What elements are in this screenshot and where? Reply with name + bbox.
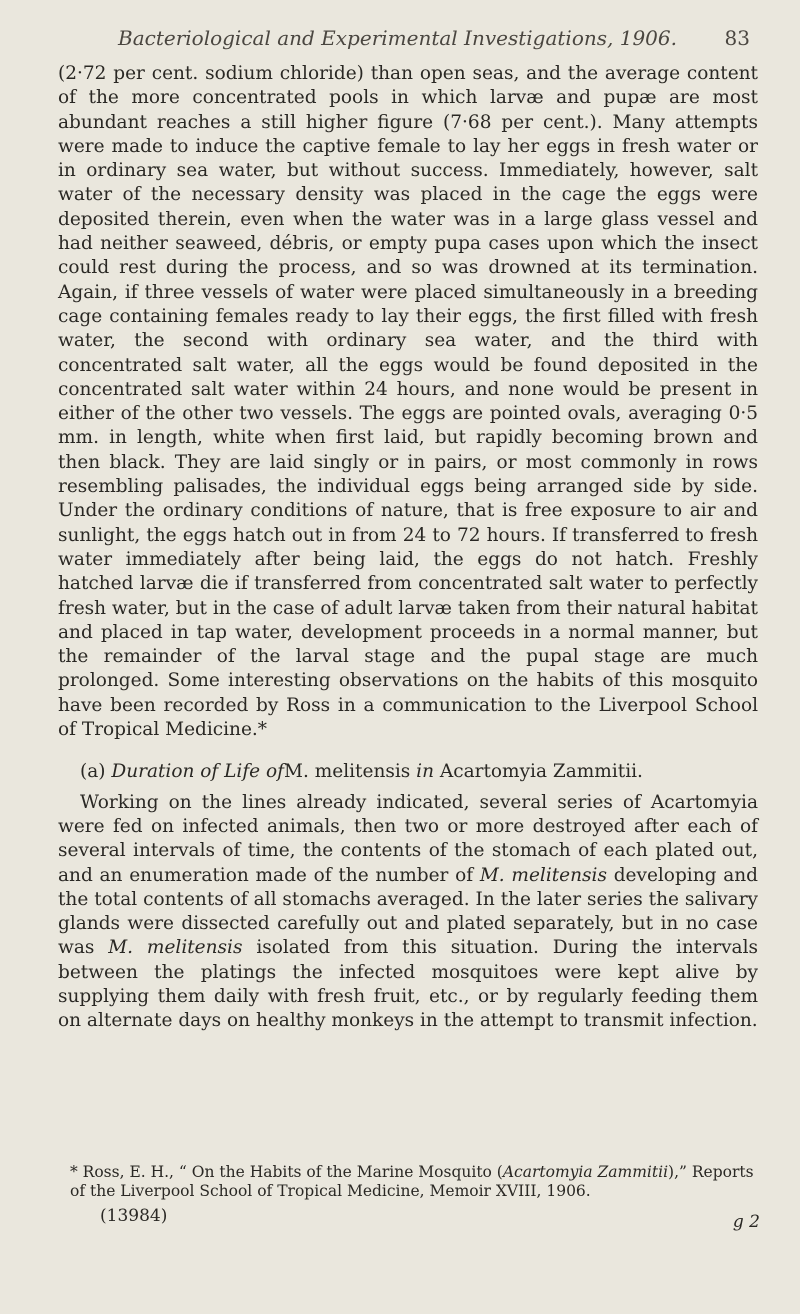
signature-mark: g 2 xyxy=(732,1212,760,1232)
footnote xyxy=(70,1163,760,1201)
footnote-text xyxy=(70,1163,760,1201)
body-text xyxy=(58,62,758,1034)
p2-part-b: developing and the total contents of all stomachs averaged. In the later series the salivary glands were dissected carefully out and plated separately, but in no case was xyxy=(58,864,758,959)
section-heading-roman-1: of xyxy=(266,761,285,783)
p2-species-2: M. melitensis xyxy=(108,937,243,959)
section-heading-italic-1: Duration of Life xyxy=(111,761,261,783)
section-label: (a) xyxy=(80,761,106,783)
printer-marks xyxy=(100,1206,760,1230)
section-heading-roman-3: Acartomyia Zammitii. xyxy=(439,761,643,783)
p2-species-1: M. melitensis xyxy=(479,864,607,886)
footnote-part-a: * Ross, E. H., “ On the Habits of the Marine Mosquito ( xyxy=(70,1163,503,1181)
section-heading-roman-2: M. melitensis xyxy=(284,761,411,783)
running-title: Bacteriological and Experimental Investigations, 1906. xyxy=(118,26,677,50)
p2-part-a: Working on the lines already indicated, several series of Acartomyia were fed on infected animals, then two or more destroyed after each of several intervals of time, the contents of the stomach of each plated out, and an enumeration made of the number of xyxy=(58,791,758,886)
running-header xyxy=(118,26,750,56)
print-code: (13984) xyxy=(100,1206,168,1226)
section-heading-italic-2: in xyxy=(416,761,434,783)
page-number: 83 xyxy=(724,26,750,50)
paragraph-continued: (2·72 per cent. sodium chloride) than open seas, and the average content of the more concentrated pools in which larvæ and pupæ are most abundant reaches a still higher figure (7·68 per cent.). Many attempts were made to induce the captive female to lay her eggs in fresh water or in ordinary sea water, but without success. Immediately, however, salt water of the necessary density was placed in the cage the eggs were deposited therein, even when the water was in a large glass vessel and had neither seaweed, débris, or empty pupa cases upon which the insect could rest during the process, and so was drowned at its termination. Again, if three vessels of water were placed simultaneously in a breeding cage containing females ready to lay their eggs, the first filled with fresh water, the second with ordinary sea water, and the third with concentrated salt water, all the eggs would be found deposited in the concentrated salt water within 24 hours, and none would be present in either of the other two vessels. The eggs are pointed ovals, averaging 0·5 mm. in length, white when first laid, but rapidly becoming brown and then black. They are laid singly or in pairs, or most commonly in rows resembling palisades, the individual eggs being arranged side by side. Under the ordinary conditions of nature, that is free exposure to air and sunlight, the eggs hatch out in from 24 to 72 hours. If transferred to fresh water immediately after being laid, the eggs do not hatch. Freshly hatched larvæ die if transferred from concentrated salt water to perfectly fresh water, but in the case of adult larvæ taken from their natural habitat and placed in tap water, development proceeds in a normal manner, but the remainder of the larval stage and the pupal stage are much prolonged. Some interesting observations on the habits of this mosquito have been recorded by Ross in a communication to the Liverpool School of Tropical Medicine.* xyxy=(58,63,758,741)
p2-part-c: isolated from this situation. During the intervals between the platings the infected mosquitoes were kept alive by supplying them daily with fresh fruit, etc., or by regularly feeding them on alternate days on healthy monkeys in the attempt to transmit infection. xyxy=(58,937,758,1032)
paragraph-working xyxy=(58,791,758,1034)
section-heading xyxy=(58,760,758,784)
footnote-species: Acartomyia Zammitii xyxy=(502,1163,669,1181)
footnote-part-b: ),” Reports of the Liverpool School of Tropical Medicine, Memoir XVIII, 1906. xyxy=(70,1163,754,1200)
